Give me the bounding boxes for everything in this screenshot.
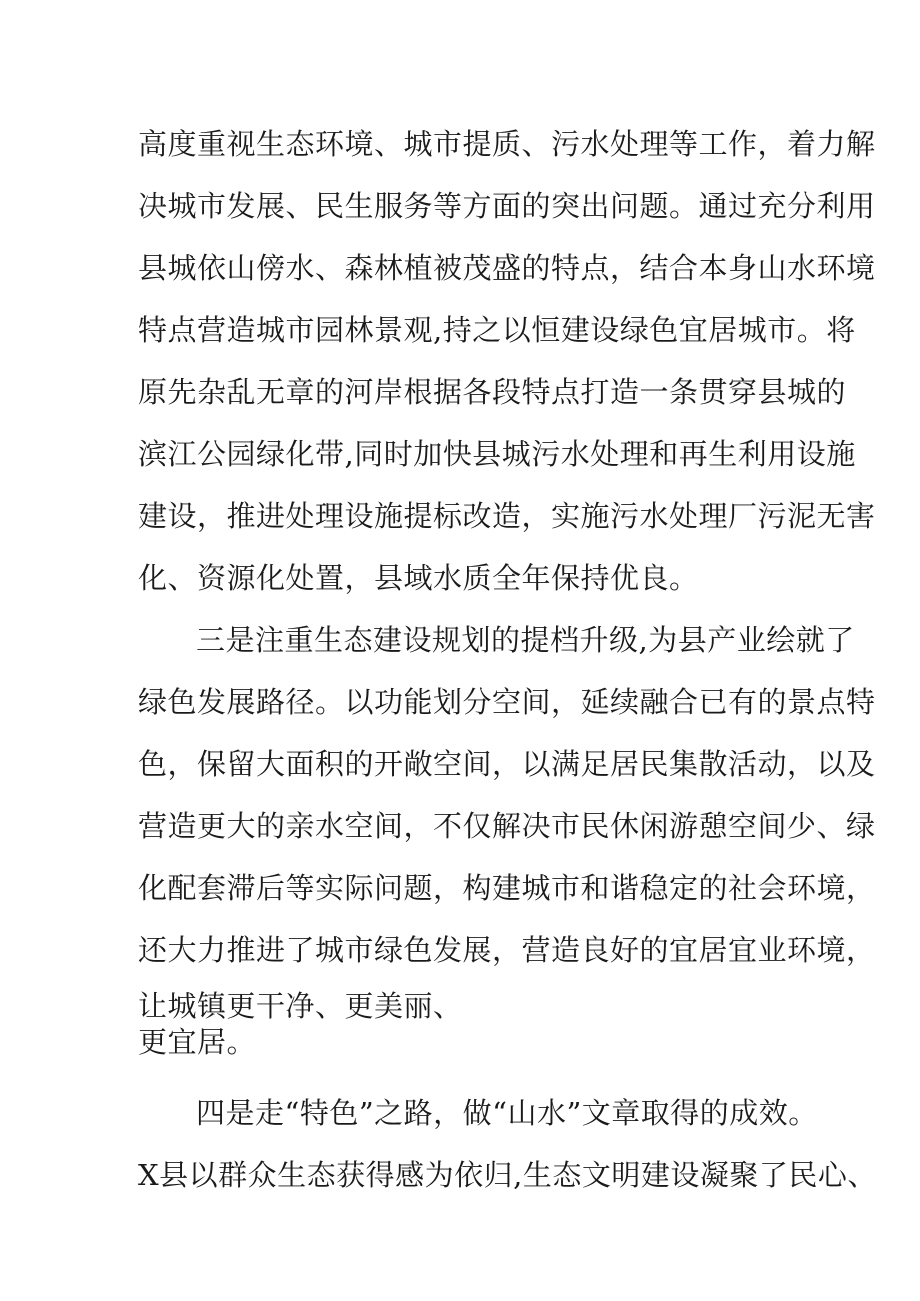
- text-line: 滨江公园绿化带,同时加快县城污水处理和再生利用设施: [138, 437, 856, 471]
- paragraph-start-line: 四是走“特色”之路，做“山水”文章取得的成效。: [196, 1096, 818, 1130]
- text-line: 还大力推进了城市绿色发展，营造良好的宜居宜业环境，: [138, 933, 876, 967]
- text-line: 化、资源化处置，县域水质全年保持优良。: [138, 561, 699, 595]
- text-line: 决城市发展、民生服务等方面的突出问题。通过充分利用: [138, 189, 876, 223]
- text-line: 营造更大的亲水空间，不仅解决市民休闲游憩空间少、绿: [138, 809, 876, 843]
- text-line: 原先杂乱无章的河岸根据各段特点打造一条贯穿县城的: [138, 375, 847, 409]
- paragraph-start-line: 三是注重生态建设规划的提档升级,为县产业绘就了: [196, 623, 855, 657]
- text-line: 特点营造城市园林景观,持之以恒建设绿色宜居城市。将: [138, 313, 856, 347]
- text-line: 绿色发展路径。以功能划分空间，延续融合已有的景点特: [138, 685, 876, 719]
- text-line: 高度重视生态环境、城市提质、污水处理等工作，着力解: [138, 127, 876, 161]
- text-line: X县以群众生态获得感为依归,生态文明建设凝聚了民心、: [138, 1158, 877, 1192]
- text-line: 色，保留大面积的开敞空间，以满足居民集散活动，以及: [138, 747, 876, 781]
- text-line: 更宜居。: [138, 1025, 257, 1059]
- text-line: 让城镇更干净、更美丽、: [138, 989, 463, 1023]
- text-line: 建设，推进处理设施提标改造，实施污水处理厂污泥无害: [138, 499, 876, 533]
- text-line: 县城依山傍水、森林植被茂盛的特点，结合本身山水环境: [138, 251, 876, 285]
- text-line: 化配套滞后等实际问题，构建城市和谐稳定的社会环境，: [138, 871, 876, 905]
